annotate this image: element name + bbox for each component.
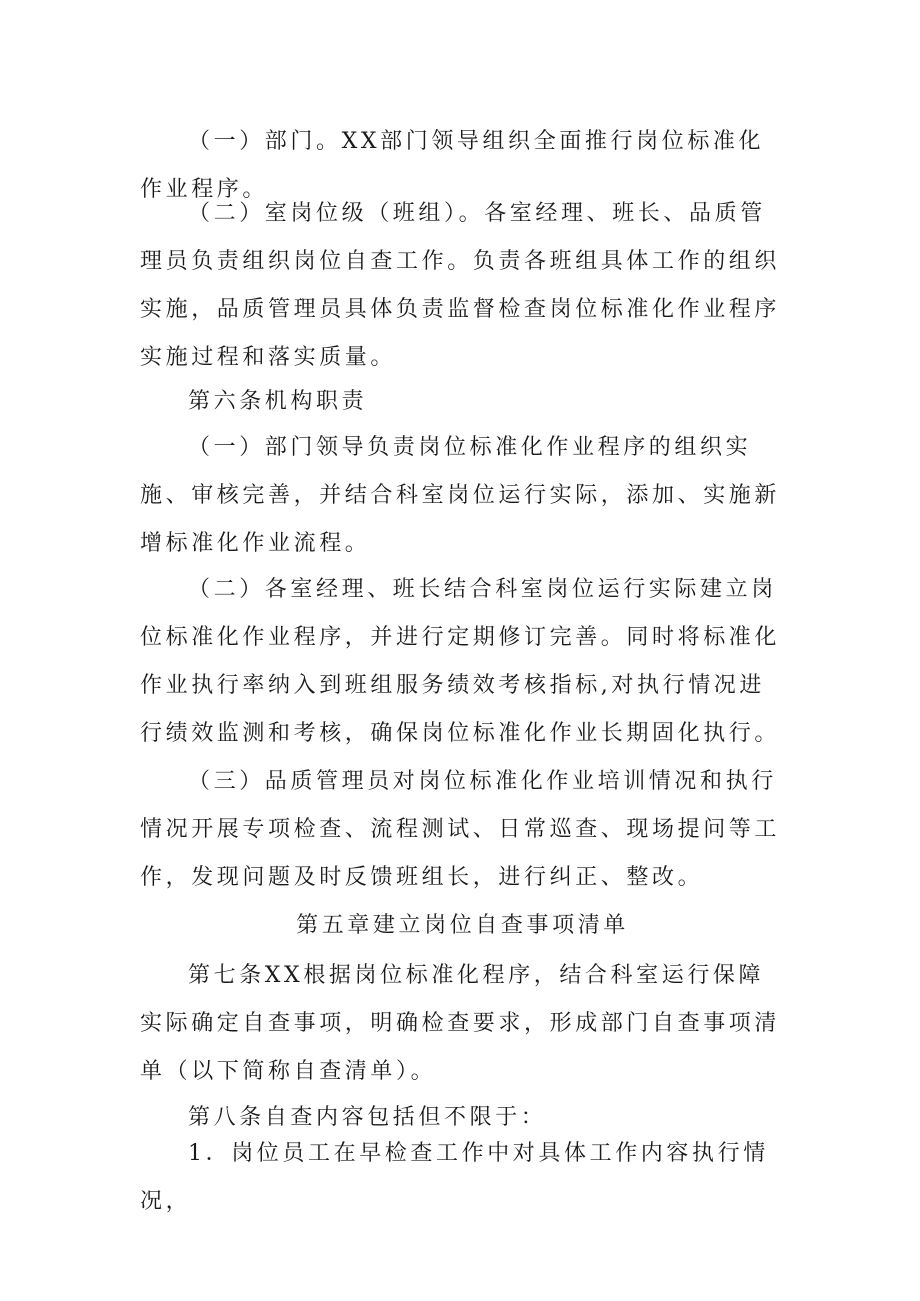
list-item-1: 1．岗位员工在早检查工作中对具体工作内容执行情况， <box>140 1141 769 1214</box>
paragraph-duty-2: （二）各室经理、班长结合科室岗位运行实际建立岗位标准化作业程序，并进行定期修订完善。同时将标准化作业执行率纳入到班组服务绩效考核指标,对执行情况进行绩效监测和考核，确保岗位标准化作业长期固化执行。 <box>140 577 781 746</box>
paragraph-department: （一）部门。XX部门领导组织全面推行岗位标准化作业程序。 <box>140 129 765 202</box>
paragraph-duty-3: （三）品质管理员对岗位标准化作业培训情况和执行情况开展专项检查、流程测试、日常巡查、现场提问等工作，发现问题及时反馈班组长，进行纠正、整改。 <box>140 769 781 890</box>
chapter-5-title: 第五章建立岗位自查事项清单 <box>296 913 629 938</box>
article-8-heading: 第八条自查内容包括但不限于： <box>188 1105 547 1130</box>
paragraph-duty-1: （一）部门领导负责岗位标准化作业程序的组织实施、审核完善，并结合科室岗位运行实际，添加、实施新增标准化作业流程。 <box>140 435 781 556</box>
article-6-heading: 第六条机构职责 <box>188 389 368 414</box>
paragraph-room-level: （二）室岗位级（班组）。各室经理、班长、品质管理员负责组织岗位自查工作。负责各班组具体工作的组织实施，品质管理员具体负责监督检查岗位标准化作业程序实施过程和落实质量。 <box>140 201 781 370</box>
article-7-paragraph: 第七条XX根据岗位标准化程序，结合科室运行保障实际确定自查事项，明确检查要求，形成部门自查事项清单（以下简称自查清单）。 <box>140 963 781 1084</box>
